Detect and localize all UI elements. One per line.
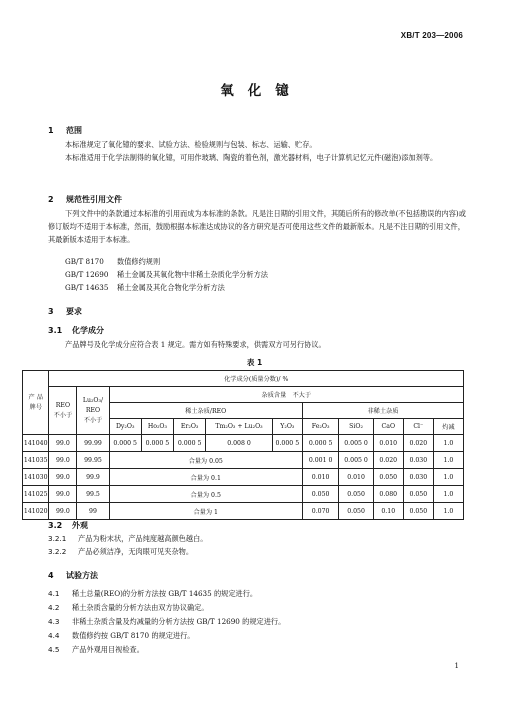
cell-value: 0.005 0 [339,452,373,469]
clause-text: 非稀土杂质含量及灼减量的分析方法按 GB/T 12690 的规定进行。 [72,617,286,626]
clause-4-2 [48,603,209,613]
section-number: 1 [48,126,54,135]
cell-ratio: 99.99 [77,435,109,452]
cell-value: 0.010 [339,469,373,486]
clause-text: 数值修约按 GB/T 8170 的规定进行。 [72,631,195,640]
cell-ratio: 99.5 [77,486,109,503]
cell-reo: 99.0 [49,452,77,469]
section-3-heading [48,306,82,317]
header-reo: REO 不小于 [49,387,77,435]
cell-value: 0.005 0 [339,435,373,452]
clause-text: 产品为粉末状，产品纯度越高颜色越白。 [78,534,208,543]
section-4-heading [48,570,98,581]
cell-value: 0.070 [302,503,339,520]
section-title: 规范性引用文件 [66,195,122,204]
header-non-rare-earth-impurity: 非稀土杂质 [302,403,463,419]
section-title: 范围 [66,126,82,135]
clause-4-4 [48,631,194,641]
cell-ratio: 99.95 [77,452,109,469]
cell-value: 0.050 [302,486,339,503]
cell-value: 1.0 [433,435,463,452]
cell-total: 合量为 0.5 [109,486,302,503]
table-row [23,435,464,452]
reference-item [65,257,160,267]
table-caption: 表 1 [246,358,263,367]
cell-value: 0.000 5 [174,435,206,452]
clause-3-2-2 [48,547,193,557]
clause-number: 3.2.2 [48,547,67,556]
cell-value: 0.050 [339,486,373,503]
cell-grade: 141025 [23,486,49,503]
table-row [23,503,464,520]
clause-text: 产品必须洁净，无肉眼可见夹杂物。 [78,547,194,556]
cell-value: 0.050 [373,469,403,486]
section-title: 试验方法 [66,571,98,580]
clause-number: 4.2 [48,603,60,612]
reference-item [65,270,268,280]
cell-value: 0.001 0 [302,452,339,469]
column-header: Y₂O₃ [272,419,302,435]
cell-value: 0.050 [403,503,433,520]
table-row [23,469,464,486]
clause-number: 4.3 [48,617,60,626]
cell-reo: 99.0 [49,503,77,520]
section-number: 2 [48,195,54,204]
section-1-paragraph-1: 本标准规定了氧化镱的要求、试验方法、检验规则与包装、标志、运输、贮存。 [65,140,317,149]
clause-number: 4.5 [48,645,60,654]
cell-value: 0.010 [302,469,339,486]
reference-name: 数值修约规则 [117,257,161,266]
section-number: 3 [48,307,54,316]
cell-grade: 141020 [23,503,49,520]
cell-value: 0.000 5 [302,435,339,452]
cell-total: 合量为 1 [109,503,302,520]
section-title: 外观 [72,521,88,530]
column-header: Dy₂O₃ [109,419,141,435]
clause-number: 3.2.1 [48,534,67,543]
page-number: 1 [454,662,459,670]
reference-name: 稀土金属及其化合物化学分析方法 [117,283,225,292]
cell-value: 1.0 [433,486,463,503]
column-header: CaO [373,419,403,435]
table-row [23,486,464,503]
column-header: 灼减 [433,419,463,435]
section-number: 3.2 [48,521,63,530]
cell-value: 1.0 [433,452,463,469]
column-header: Cl⁻ [403,419,433,435]
header-impurity: 杂质含量 不大于 [109,387,463,403]
chemical-composition-table [22,370,464,520]
table-row [23,452,464,469]
clause-text: 产品外观用目视检查。 [72,645,144,654]
cell-value: 1.0 [433,503,463,520]
cell-value: 0.008 0 [206,435,273,452]
clause-3-2-1 [48,534,207,544]
section-1-paragraph-2: 本标准适用于化学法制得的氧化镱，可用作玻璃、陶瓷的着色剂，激光器材料，电子计算机记忆元件(磁泡)添加剂等。 [65,153,438,162]
header-composition: 化学成分(质量分数)/ % [49,371,464,387]
header-lu-ratio: Lu₂O₃/ REO 不小于 [77,387,109,435]
column-header: Er₂O₃ [174,419,206,435]
cell-value: 0.080 [373,486,403,503]
reference-code: GB/T 8170 [65,257,104,266]
clause-4-5 [48,645,144,655]
cell-value: 0.020 [373,452,403,469]
section-2-paragraph: 下列文件中的条款通过本标准的引用而成为本标准的条款。凡是注日期的引用文件，其随后所有的修改单(不包括勘误的内容)或修订版均不适用于本标准，然而，鼓励根据本标准达成协议的各方研究是否可使用这些文件的最新版本。凡是不注日期的引用文件，其最新版本适用于本标准。 [48,209,466,244]
header-rare-earth-impurity: 稀土杂质/REO [109,403,302,419]
column-header: Fe₂O₃ [302,419,339,435]
column-header: SiO₂ [339,419,373,435]
section-1-heading [48,125,82,136]
clause-number: 4.1 [48,589,60,598]
clause-text: 稀土杂质含量的分析方法由双方协议确定。 [72,603,209,612]
section-number: 3.1 [48,326,63,335]
section-number: 4 [48,571,54,580]
section-title: 化学成分 [72,326,104,335]
reference-code: GB/T 12690 [65,270,109,279]
section-2-heading [48,194,122,205]
column-header: Ho₂O₃ [141,419,173,435]
cell-grade: 141035 [23,452,49,469]
cell-value: 0.000 5 [272,435,302,452]
clause-number: 4.4 [48,631,60,640]
cell-grade: 141040 [23,435,49,452]
cell-value: 0.020 [403,435,433,452]
section-3-1-heading [48,325,104,336]
clause-text: 稀土总量(REO)的分析方法按 GB/T 14635 的规定进行。 [72,589,258,598]
reference-name: 稀土金属及其氧化物中非稀土杂质化学分析方法 [117,270,268,279]
header-grade: 产 品 牌号 [23,371,49,435]
cell-value: 0.000 5 [109,435,141,452]
section-3-1-paragraph: 产品牌号及化学成分应符合表 1 规定。需方如有特殊要求，供需双方可另行协议。 [65,340,326,349]
cell-value: 0.050 [403,486,433,503]
document-title: 氧化镱 [220,83,303,99]
cell-reo: 99.0 [49,486,77,503]
cell-total: 合量为 0.1 [109,469,302,486]
cell-reo: 99.0 [49,435,77,452]
cell-value: 0.030 [403,452,433,469]
cell-value: 0.050 [339,503,373,520]
cell-value: 0.010 [373,435,403,452]
cell-value: 0.000 5 [141,435,173,452]
section-title: 要求 [66,307,82,316]
reference-code: GB/T 14635 [65,283,109,292]
cell-ratio: 99 [77,503,109,520]
reference-item [65,283,225,293]
clause-4-3 [48,617,285,627]
cell-total: 合量为 0.05 [109,452,302,469]
cell-value: 0.10 [373,503,403,520]
cell-grade: 141030 [23,469,49,486]
cell-ratio: 99.9 [77,469,109,486]
column-header: Tm₂O₃ + Lu₂O₃ [206,419,273,435]
cell-reo: 99.0 [49,469,77,486]
clause-4-1 [48,589,257,599]
cell-value: 1.0 [433,469,463,486]
section-3-2-heading [48,520,88,531]
cell-value: 0.030 [403,469,433,486]
standard-number: XB/T 203—2006 [400,31,463,40]
